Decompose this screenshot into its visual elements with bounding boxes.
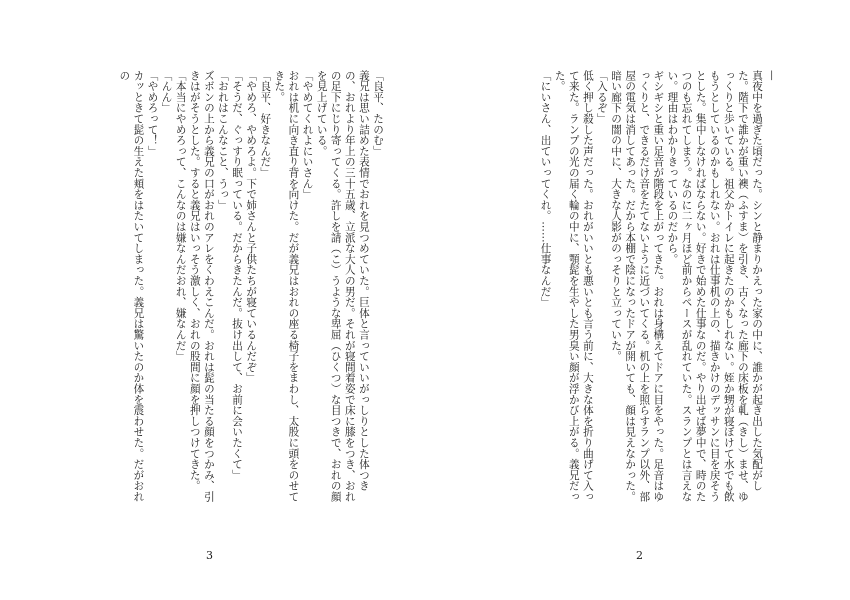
paragraph: 「入るぞ」	[595, 70, 608, 124]
paragraph: 真夜中を過ぎた頃だった。シンと静まりかえった家の中に、誰かが起き出した気配がした。階下で誰かが重い襖（ふすま）を引き、古くなった廊下の床板を軋（きし）ませ、ゆっくりと歩いている。祖父かトイレに起きたのかもしれない。姪か甥が寝ぼけて水でも飲もうとしているのかもしれない。おれは仕事机の上の、描きかけのデッサンに目を戻そうとした。集中しなければならない。好きで始めた仕事なのだ。やり出せば夢中で、時のたつのも忘れてしまう。なのに二ヶ月ほど前からペースが乱れていた。スランプとは言えない。理由はわかりきっているのだから。	[666, 70, 763, 502]
paragraph: 義兄は思い詰めた表情でおれを見つめていた。巨体と言っていいがっしりとした体つきの、おれより年上の三十五歳、立派な大人の男だ。それが寝間着姿で床に膝をつき、おれの足下にじり寄ってくる。許しを請（こ）うような卑屈（ひくつ）な目つきで、おれの顔を見上げている。	[315, 70, 370, 502]
paragraph: 「んん」	[160, 70, 173, 114]
paragraph: 「おれはこんなこと、うっ」	[216, 70, 229, 211]
paragraph: 「やめろ、やめろよ。下で姉さんと子供たちが寝ているんだぞ」	[245, 70, 258, 384]
chapter-mark: —	[766, 70, 778, 81]
paragraph: 低く押し殺した声だった。おれがいいとも悪いとも言う前に、大きな体を折り曲げて入って来た。ランプの光の届く輪の中に、顎髭を生やした男臭い顔が浮かび上がる。義兄だった。	[553, 70, 594, 502]
right-page	[425, 0, 850, 600]
paragraph: 「やめろって！」	[146, 70, 159, 157]
paragraph: 「にいさん、出ていってくれ。……仕事なんだ」	[539, 70, 552, 308]
paragraph: 「良平、たのむ」	[372, 70, 384, 157]
paragraph: 「良平、好きなんだ」	[259, 70, 272, 178]
left-page-body	[75, 70, 385, 510]
paragraph: カッときて髭の生えた頬をはたいてしまった。義兄は驚いたのか体を震わせた。だがおれの	[118, 70, 145, 502]
paragraph: 「やめてくれよにいさん」	[301, 70, 314, 200]
paragraph: おれは机に向き直り背を向けた。だが義兄はおれの座る椅子をまわし、太股に頭をのせてきた。	[273, 70, 300, 502]
paragraph: ギシギシと重い足音が階段を上がってきた。おれは身構えてドアに目をやった。足音はゆっくりと、できるだけ音をたてないように近づいてくる。机の上を照らすランプ以外、部屋の電気は消してあった。だから本棚で陰になったドアが開いても、顔は見えなかった。暗い廊下の闇の中に、大きな人影がのっそりと立っていた。	[610, 70, 665, 502]
paragraph: ズボンの上から義兄の口がおれのアレをくわえこんだ。おれは髭の当たる顔をつかみ、引きはがそうとした。すると義兄はいっそう激しく、おれの股間に顔を押しつけてきた。	[188, 70, 215, 502]
right-page-body	[464, 70, 764, 510]
paragraph: 「そうだ、ぐっすり眠っている。だからきたんだ。抜け出して、お前に会いたくて」	[231, 70, 244, 481]
paragraph: 「本当にやめろって、こんなのは嫌なんだおれ、嫌なんだ」	[174, 70, 187, 362]
page-number: 3	[206, 549, 213, 562]
page-number: 2	[636, 549, 643, 562]
